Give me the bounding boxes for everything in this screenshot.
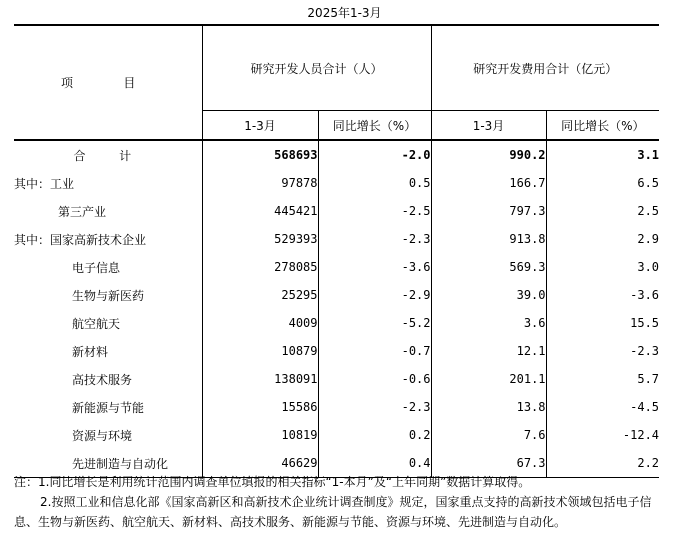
expense-value: 67.3: [431, 449, 546, 478]
personnel-value: 97878: [202, 169, 318, 197]
row-label: 其中：国家高新技术企业: [14, 232, 147, 247]
row-label: 生物与新医药: [72, 288, 145, 303]
expense-yoy-header: 同比增长（%）: [546, 111, 659, 141]
table-row-total: [14, 140, 659, 169]
personnel-yoy: -2.3: [318, 225, 431, 253]
expense-value: 990.2: [431, 140, 546, 169]
expense-value: 913.8: [431, 225, 546, 253]
row-label: 航空航天: [72, 316, 121, 331]
note-2: 2.按照工业和信息化部《国家高新区和高新技术企业统计调查制度》规定，国家重点支持的高新技术领域包括电子信息、生物与新医药、航空航天、新材料、高技术服务、新能源与节能、资源与环境、先进制造与自动化。: [14, 495, 652, 529]
row-label: 第三产业: [58, 204, 107, 219]
personnel-value: 4009: [202, 309, 318, 337]
personnel-yoy: 0.5: [318, 169, 431, 197]
expense-value: 7.6: [431, 421, 546, 449]
personnel-yoy: -0.7: [318, 337, 431, 365]
expense-value: 797.3: [431, 197, 546, 225]
personnel-value: 15586: [202, 393, 318, 421]
personnel-value: 568693: [202, 140, 318, 169]
personnel-value: 10879: [202, 337, 318, 365]
personnel-yoy: -3.6: [318, 253, 431, 281]
table-row: [14, 337, 659, 365]
row-label: 新能源与节能: [72, 400, 145, 415]
table-row: [14, 169, 659, 197]
rd-expense-header: 研究开发费用合计（亿元）: [431, 25, 659, 111]
personnel-value: 25295: [202, 281, 318, 309]
table-row: [14, 421, 659, 449]
note-1: 注：1.同比增长是利用统计范围内调查单位填报的相关指标“1-本月”及“上年同期”数据计算取得。: [14, 475, 531, 489]
expense-value: 201.1: [431, 365, 546, 393]
table-notes: [14, 472, 674, 532]
personnel-yoy: -2.9: [318, 281, 431, 309]
expense-yoy: -4.5: [546, 393, 659, 421]
expense-yoy: 2.2: [546, 449, 659, 478]
personnel-value: 445421: [202, 197, 318, 225]
expense-yoy: -12.4: [546, 421, 659, 449]
expense-period-header: 1-3月: [431, 111, 546, 141]
expense-yoy: -2.3: [546, 337, 659, 365]
expense-yoy: 3.1: [546, 140, 659, 169]
row-label: 先进制造与自动化: [14, 449, 202, 478]
expense-value: 569.3: [431, 253, 546, 281]
item-column-header: 项 目: [14, 25, 202, 140]
row-label: 电子信息: [72, 260, 121, 275]
personnel-yoy-header: 同比增长（%）: [318, 111, 431, 141]
row-label: 合 计: [73, 148, 142, 163]
table-row: [14, 365, 659, 393]
row-label: 资源与环境: [72, 428, 133, 443]
rd-statistics-table: [14, 24, 659, 478]
expense-value: 12.1: [431, 337, 546, 365]
personnel-yoy: 0.2: [318, 421, 431, 449]
expense-value: 166.7: [431, 169, 546, 197]
row-label: 新材料: [72, 344, 109, 359]
expense-yoy: -3.6: [546, 281, 659, 309]
table-row: [14, 393, 659, 421]
expense-value: 13.8: [431, 393, 546, 421]
personnel-yoy: -2.0: [318, 140, 431, 169]
expense-yoy: 2.9: [546, 225, 659, 253]
personnel-yoy: 0.4: [318, 449, 431, 478]
table-row: [14, 253, 659, 281]
expense-value: 39.0: [431, 281, 546, 309]
personnel-value: 278085: [202, 253, 318, 281]
personnel-yoy: -2.3: [318, 393, 431, 421]
expense-yoy: 15.5: [546, 309, 659, 337]
table-row: [14, 309, 659, 337]
row-label: 其中：工业: [14, 176, 75, 191]
personnel-value: 529393: [202, 225, 318, 253]
personnel-value: 10819: [202, 421, 318, 449]
table-row: [14, 225, 659, 253]
personnel-yoy: -0.6: [318, 365, 431, 393]
rd-personnel-header: 研究开发人员合计（人）: [202, 25, 431, 111]
personnel-yoy: -2.5: [318, 197, 431, 225]
table-row: [14, 197, 659, 225]
expense-yoy: 5.7: [546, 365, 659, 393]
expense-value: 3.6: [431, 309, 546, 337]
expense-yoy: 2.5: [546, 197, 659, 225]
personnel-yoy: -5.2: [318, 309, 431, 337]
personnel-value: 46629: [202, 449, 318, 478]
row-label: 高技术服务: [72, 372, 133, 387]
table-row: [14, 281, 659, 309]
personnel-value: 138091: [202, 365, 318, 393]
table-period: 2025年1-3月: [307, 6, 382, 20]
expense-yoy: 3.0: [546, 253, 659, 281]
personnel-period-header: 1-3月: [202, 111, 318, 141]
expense-yoy: 6.5: [546, 169, 659, 197]
